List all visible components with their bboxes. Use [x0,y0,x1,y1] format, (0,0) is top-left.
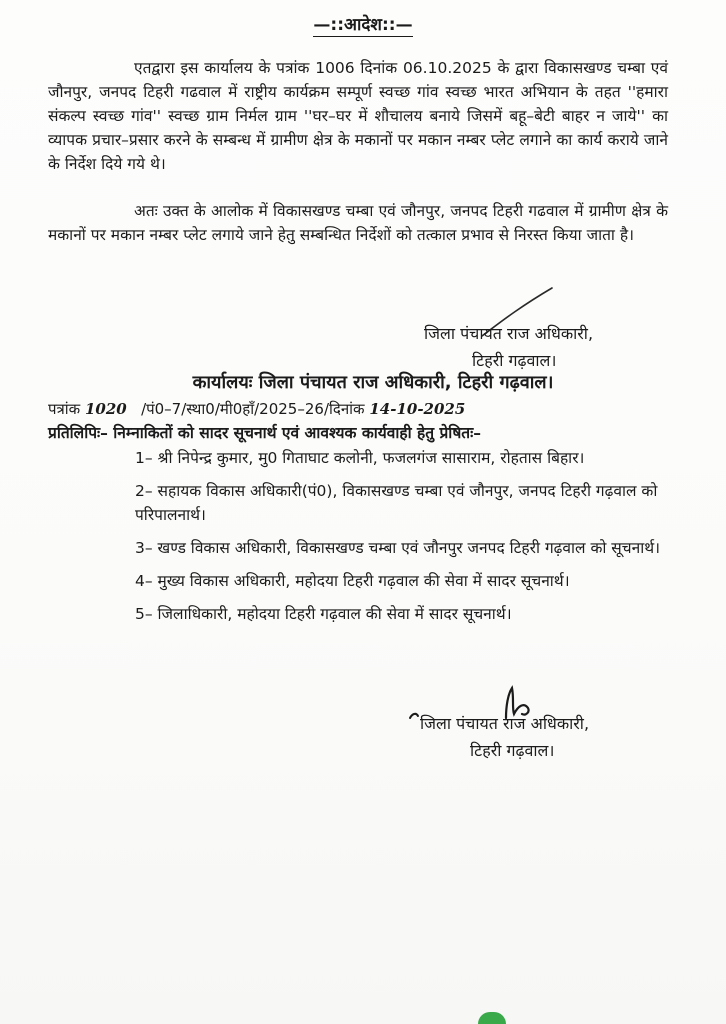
order-heading-text: —::आदेश::— [313,15,413,35]
reference-line [48,399,465,419]
order-heading [0,12,726,35]
list-item: 4– मुख्य विकास अधिकारी, महोदया टिहरी गढ़वाल की सेवा में सादर सूचनार्थ। [135,572,570,590]
signature-1-designation: जिला पंचायत राज अधिकारी, [424,324,594,343]
copy-recipient-list [135,446,670,635]
reference-middle: /पं0–7/स्था0/मी0हाँ/2025–26/दिनांक [141,400,365,418]
signature-2-designation: जिला पंचायत राज अधिकारी, [420,714,590,733]
list-item: 3– खण्ड विकास अधिकारी, विकासखण्ड चम्बा एवं जौनपुर जनपद टिहरी गढ़वाल को सूचनार्थ। [135,539,661,557]
signature-block-2 [420,710,589,764]
signature-1-district: टिहरी गढ़वाल। [472,351,557,370]
green-stamp-fragment [478,1012,506,1024]
order-paragraph-1: एतद्वारा इस कार्यालय के पत्रांक 1006 दिनांक 06.10.2025 के द्वारा विकासखण्ड चम्बा एवं जौनपुर, जनपद टिहरी गढवाल में राष्ट्रीय कार्यक्रम सम्पूर्ण स्वच्छ गांव स्वच्छ भारत अभियान के तहत ''हमारा संकल्प स्वच्छ गांव'' स्वच्छ ग्राम निर्मल ग्राम ''घर–घर में शौचालय बनाये जिसमें बहू–बेटी बाहर न जाये'' का व्यापक प्रचार–प्रसार करने के सम्बन्ध में ग्रामीण क्षेत्र के मकानों पर मकान नम्बर प्लेट लगाने का कार्य कराये जाने के निर्देश दिये गये थे। [48,59,668,173]
copy-heading: प्रतिलिपिः– निम्नाकितों को सादर सूचनार्थ एवं आवश्यक कार्यवाही हेतु प्रेषितः– [48,424,481,442]
reference-date-handwritten: 14-10-2025 [369,400,466,418]
reference-label: पत्रांक [48,400,81,418]
order-paragraph-2: अतः उक्त के आलोक में विकासखण्ड चम्बा एवं जौनपुर, जनपद टिहरी गढवाल में ग्रामीण क्षेत्र के मकानों पर मकान नम्बर प्लेट लगाये जाने हेतु सम्बन्धित निर्देशों को तत्काल प्रभाव से निरस्त किया जाता है। [48,202,668,244]
list-item: 1– श्री निपेन्द्र कुमार, मु0 गिताघाट कलोनी, फजलगंज सासाराम, रोहतास बिहार। [135,449,585,467]
office-title: कार्यालयः जिला पंचायत राज अधिकारी, टिहरी गढ़वाल। [192,372,554,393]
reference-number-handwritten: 1020 [85,400,127,418]
list-item: 5– जिलाधिकारी, महोदया टिहरी गढ़वाल की सेवा में सादर सूचनार्थ। [135,605,512,623]
list-item: 2– सहायक विकास अधिकारी(पं0), विकासखण्ड चम्बा एवं जौनपुर, जनपद टिहरी गढ़वाल को परिपालनार्थ। [135,482,658,524]
signature-2-district: टिहरी गढ़वाल। [470,741,555,760]
signature-block-1 [424,320,593,374]
